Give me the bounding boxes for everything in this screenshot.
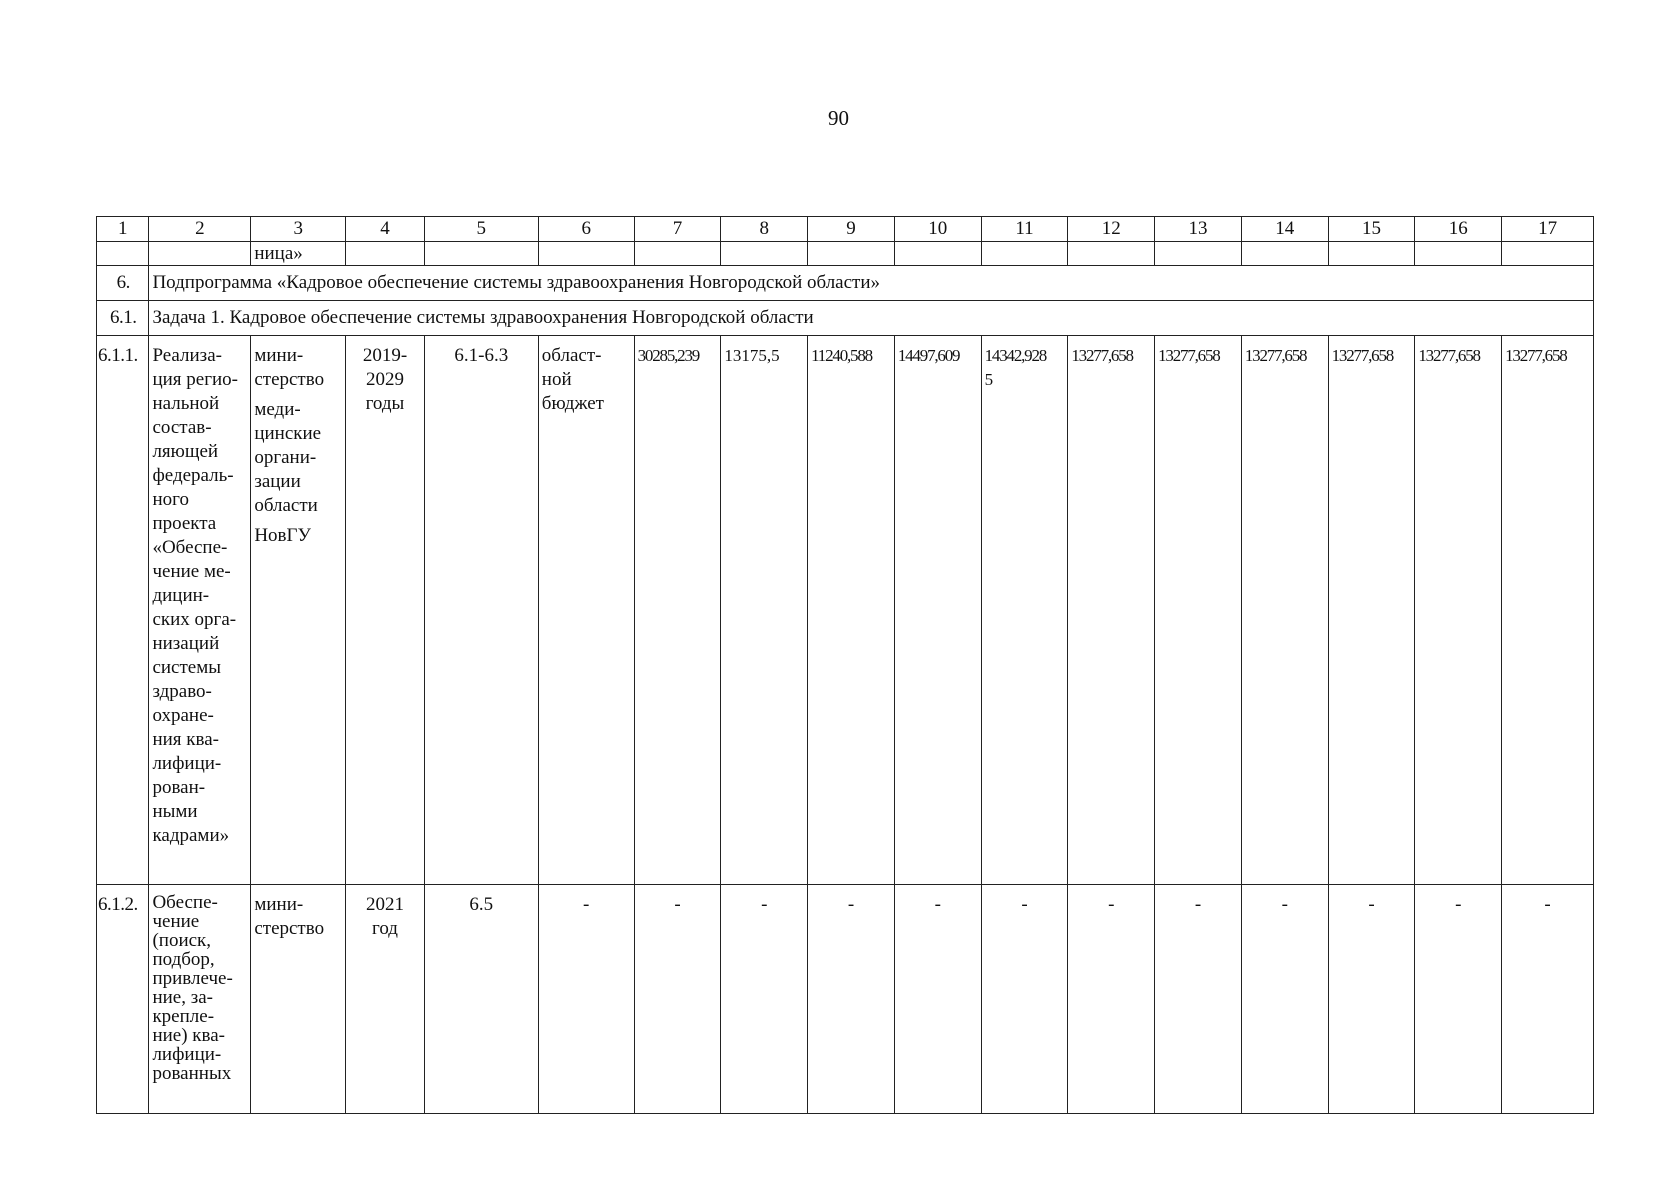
- subprogram-row: [97, 266, 1594, 301]
- subprogram-title: Подпрограмма «Кадровое обеспечение системы здравоохранения Новгородской области»: [149, 266, 1594, 301]
- value-cell: -: [1415, 885, 1502, 1114]
- value-cell: 14497,609: [894, 336, 981, 885]
- column-header: 17: [1502, 217, 1594, 242]
- value-cell: -: [1328, 885, 1415, 1114]
- continuation-row: [97, 242, 1594, 266]
- indicator: 6.1-6.3: [424, 336, 538, 885]
- table-cell: [149, 242, 251, 266]
- value-cell: 11240,588: [808, 336, 895, 885]
- table-cell: [808, 242, 895, 266]
- executor-cell: [251, 336, 346, 885]
- row-code: 6.1.2.: [97, 885, 149, 1114]
- column-header: 13: [1155, 217, 1242, 242]
- funding-source: област- ной бюджет: [538, 336, 634, 885]
- value-cell: -: [1241, 885, 1328, 1114]
- column-header: 3: [251, 217, 346, 242]
- row-code: 6.1.1.: [97, 336, 149, 885]
- table-cell: [1155, 242, 1242, 266]
- activity-name: Обеспе- чение (поиск, подбор, привлече- ние, за- крепле- ние) ква- лифици- рованных: [149, 885, 251, 1114]
- value-cell: 14342,928 5: [981, 336, 1068, 885]
- column-header: 1: [97, 217, 149, 242]
- period: 2021 год: [346, 885, 425, 1114]
- value-cell: -: [981, 885, 1068, 1114]
- task-title: Задача 1. Кадровое обеспечение системы здравоохранения Новгородской области: [149, 301, 1594, 336]
- table-cell: [1328, 242, 1415, 266]
- row-code: 6.1.: [97, 301, 149, 336]
- executor-medical: меди- цинские органи- зации области: [254, 399, 322, 516]
- column-header: 10: [894, 217, 981, 242]
- value-cell: -: [1155, 885, 1242, 1114]
- period: 2019- 2029 годы: [346, 336, 425, 885]
- table-cell: [1502, 242, 1594, 266]
- value-cell: 13277,658: [1068, 336, 1155, 885]
- indicator: 6.5: [424, 885, 538, 1114]
- column-header: 12: [1068, 217, 1155, 242]
- table-row: [97, 336, 1594, 885]
- column-header: 6: [538, 217, 634, 242]
- table-cell: [538, 242, 634, 266]
- column-header: 4: [346, 217, 425, 242]
- task-row: [97, 301, 1594, 336]
- table-cell: [634, 242, 721, 266]
- column-header: 15: [1328, 217, 1415, 242]
- program-table: [96, 216, 1594, 1114]
- value-cell: -: [1068, 885, 1155, 1114]
- value-cell: 30285,239: [634, 336, 721, 885]
- activity-name: Реализа- ция регио- нальной состав- ляющей федераль- ного проекта «Обеспе- чение ме- дицин- ских орга- низаций системы здраво- охране- ния ква- лифици- рован- ными кадрами»: [149, 336, 251, 885]
- table-cell: [1068, 242, 1155, 266]
- page-number: 90: [828, 106, 849, 130]
- column-header: 5: [424, 217, 538, 242]
- column-header: 7: [634, 217, 721, 242]
- table-cell: [97, 242, 149, 266]
- column-header: 11: [981, 217, 1068, 242]
- table-cell: [1241, 242, 1328, 266]
- executor-ministry: мини- стерство: [251, 885, 346, 1114]
- column-number-row: [97, 217, 1594, 242]
- value-cell: 13277,658: [1241, 336, 1328, 885]
- executor-ministry: мини- стерство: [254, 345, 325, 390]
- table-cell: ница»: [251, 242, 346, 266]
- executor-university: НовГУ: [254, 525, 311, 546]
- table-cell: [424, 242, 538, 266]
- funding-source: -: [538, 885, 634, 1114]
- value-cell: 13277,658: [1415, 336, 1502, 885]
- value-cell: -: [894, 885, 981, 1114]
- column-header: 16: [1415, 217, 1502, 242]
- table-cell: [981, 242, 1068, 266]
- column-header: 2: [149, 217, 251, 242]
- table-cell: [1415, 242, 1502, 266]
- table-cell: [894, 242, 981, 266]
- column-header: 9: [808, 217, 895, 242]
- value-cell: -: [721, 885, 808, 1114]
- value-cell: 13277,658: [1155, 336, 1242, 885]
- column-header: 14: [1241, 217, 1328, 242]
- value-cell: -: [1502, 885, 1594, 1114]
- table-row: [97, 885, 1594, 1114]
- table-cell: [346, 242, 425, 266]
- column-header: 8: [721, 217, 808, 242]
- row-code: 6.: [97, 266, 149, 301]
- value-cell: 13277,658: [1502, 336, 1594, 885]
- value-cell: -: [808, 885, 895, 1114]
- table-cell: [721, 242, 808, 266]
- value-cell: -: [634, 885, 721, 1114]
- value-cell: 13175,5: [721, 336, 808, 885]
- value-cell: 13277,658: [1328, 336, 1415, 885]
